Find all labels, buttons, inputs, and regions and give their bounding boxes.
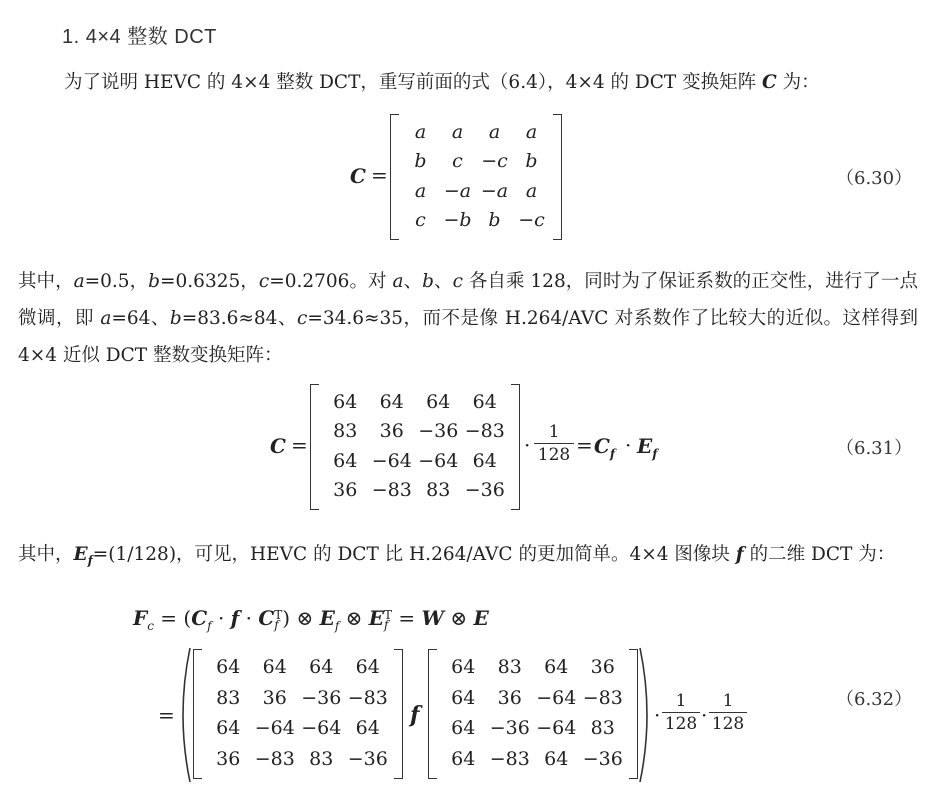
matrix-cell: −64: [254, 717, 295, 740]
eq631-frac-num: 1: [534, 422, 574, 444]
matrix-cell: 64: [355, 656, 380, 679]
left-bracket: [193, 649, 202, 779]
p2-text-g: 各自乘 128，同时为了保证系数的正交性，进行了一点微调，即: [18, 271, 918, 329]
p3-text-1: 其中，: [18, 544, 74, 565]
eq631-cf: [594, 434, 615, 461]
matrix-cell: c: [452, 150, 463, 173]
p2-text-b: =0.5，: [84, 271, 149, 292]
eq631-frac-den: 128: [537, 445, 571, 465]
matrix-cell: 36: [216, 747, 241, 770]
matrix-cell: 36: [590, 656, 615, 679]
matrix-cell: −83: [371, 479, 412, 502]
matrix-cell: 64: [472, 449, 497, 472]
matrix-cell: −83: [464, 420, 505, 443]
matrix-cell: 64: [472, 390, 497, 413]
l1-open: = (: [153, 606, 192, 630]
equation-6-31: [0, 382, 926, 512]
eq632-equals: =: [158, 703, 175, 727]
left-bracket: [390, 114, 399, 240]
l1-e3: E: [473, 606, 489, 630]
l1-e2-sup: T: [384, 607, 393, 622]
matrix-cell: 36: [379, 420, 404, 443]
var-a3: a: [100, 308, 112, 329]
eq630-matrix: [390, 114, 562, 240]
eq632-frac1-den: 128: [664, 714, 698, 734]
eq630-label: （6.30）: [836, 168, 913, 189]
matrix-cell: 83: [309, 747, 334, 770]
l1-e1: E: [319, 606, 335, 630]
matrix-cell: c: [415, 209, 426, 232]
ef-sub: f: [652, 447, 658, 461]
eq632-label: （6.32）: [836, 689, 913, 710]
matrix-cell: 64: [544, 747, 569, 770]
eq631-label: （6.31）: [836, 438, 913, 459]
p2-text-j: =34.6≈35，而不是像 H.264/AVC 对系数作了比较大的近似。这样得到 4×4 近似 DCT 整数变换矩阵：: [18, 308, 919, 366]
var-b: b: [148, 271, 161, 292]
l1-w: W: [421, 606, 444, 630]
matrix-cell: 64: [451, 686, 476, 709]
matrix-cell: −64: [301, 717, 342, 740]
left-bracket: [428, 649, 437, 779]
eq631-ef: [637, 434, 657, 461]
l1-equals: =: [392, 606, 422, 630]
eq632-fraction1: [662, 691, 700, 735]
section-heading: 1. 4×4 整数 DCT: [62, 26, 217, 48]
dct-paragraph: [18, 536, 918, 580]
l1-c2-sup: T: [274, 607, 283, 622]
matrix-cell: a: [488, 120, 501, 143]
p3-ef-sub: f: [87, 553, 93, 568]
l1-c2: C: [258, 606, 275, 630]
l1-e1-sub: f: [334, 619, 340, 633]
eq631-mid-dot: ·: [625, 433, 632, 457]
right-bracket: [629, 649, 638, 779]
matrix-cell: −83: [582, 686, 623, 709]
matrix-cell: b: [414, 150, 427, 173]
matrix-cell: −83: [254, 747, 295, 770]
eq632-frac1-num: 1: [662, 691, 700, 713]
matrix-cell: −c: [481, 150, 508, 173]
ef-letter: E: [637, 434, 653, 458]
matrix-cell: −b: [443, 209, 472, 232]
eq632-fraction2: [709, 691, 747, 735]
matrix-cell: 64: [544, 656, 569, 679]
p2-text-i: =83.6≈84、: [181, 308, 297, 329]
matrix-symbol-c: C: [762, 72, 777, 93]
l1-c1: C: [191, 606, 208, 630]
p2-text-d: =0.2706。对: [269, 271, 393, 292]
fc-letter: F: [133, 606, 148, 630]
matrix-cell: 83: [216, 686, 241, 709]
l1-close: ) ⊗: [282, 606, 320, 630]
matrix-cell: a: [525, 120, 538, 143]
eq632-matrix1: [193, 649, 403, 779]
big-right-paren: [640, 648, 647, 782]
matrix-cell: 64: [451, 747, 476, 770]
p2-text-a: 其中，: [18, 271, 74, 292]
matrix-cell: 83: [333, 420, 358, 443]
matrix-cell: 83: [426, 479, 451, 502]
intro-paragraph: [18, 64, 918, 101]
matrix-cell: 36: [262, 686, 287, 709]
matrix-cell: 64: [451, 717, 476, 740]
matrix-cell: 64: [262, 656, 287, 679]
matrix-cell: 64: [216, 717, 241, 740]
matrix-cell: a: [525, 179, 538, 202]
fc-sub: c: [147, 619, 154, 633]
matrix-cell: b: [525, 150, 538, 173]
matrix-cell: b: [488, 209, 501, 232]
matrix-cell: −83: [347, 686, 388, 709]
var-c3: c: [296, 308, 308, 329]
matrix-cell: −64: [418, 449, 459, 472]
p2-text-e: 、: [403, 271, 423, 292]
equation-6-32-line2: [0, 645, 926, 785]
matrix-cell: 36: [333, 479, 358, 502]
matrix-cell: 36: [497, 686, 522, 709]
matrix-cell: −36: [418, 420, 459, 443]
matrix-cell: −64: [371, 449, 412, 472]
eq631-rhs-equals: =: [576, 433, 593, 457]
eq630-equals: =: [371, 163, 388, 187]
right-bracket: [511, 384, 520, 510]
intro-text-1: 为了说明 HEVC 的 4×4 整数 DCT，重写前面的式（6.4），4×4 的 DCT 变换矩阵: [64, 72, 762, 93]
p2-text-f: 、: [433, 271, 453, 292]
big-left-paren: [183, 648, 190, 782]
l1-dot1: ·: [211, 606, 231, 630]
l1-otimes2: ⊗: [443, 606, 474, 630]
left-bracket: [310, 384, 319, 510]
matrix-cell: 64: [216, 656, 241, 679]
eq632-frac2-num: 1: [709, 691, 747, 713]
intro-text-2: 为：: [776, 72, 820, 93]
eq632-frac2-den: 128: [711, 714, 745, 734]
matrix-cell: −83: [489, 747, 530, 770]
matrix-cell: −a: [443, 179, 472, 202]
matrix-cell: 83: [497, 656, 522, 679]
p2-text-h: =64、: [111, 308, 170, 329]
var-b2: b: [422, 271, 434, 292]
matrix-cell: a: [414, 179, 427, 202]
eq632-f: f: [410, 702, 420, 728]
matrix-cell: −64: [536, 717, 577, 740]
equation-6-32-line1: [133, 606, 489, 633]
p3-text-3: 的二维 DCT 为：: [743, 544, 896, 565]
matrix-cell: −36: [582, 747, 623, 770]
p3-text-2: =(1/128)，可见，HEVC 的 DCT 比 H.264/AVC 的更加简单。4×4 图像块: [92, 544, 736, 565]
var-a: a: [73, 271, 85, 292]
matrix-cell: 64: [333, 449, 358, 472]
eq631-lhs: C: [270, 434, 286, 458]
eq631-fraction: [534, 422, 574, 466]
l1-c1-sub: f: [207, 619, 212, 633]
eq631-equals: =: [291, 433, 308, 457]
cf-letter: C: [594, 434, 610, 458]
equation-6-30: [0, 112, 926, 242]
matrix-cell: −a: [480, 179, 509, 202]
eq631-matrix: [310, 384, 520, 510]
matrix-cell: −36: [347, 747, 388, 770]
eq631-dot: ·: [524, 433, 531, 457]
matrix-cell: 64: [451, 656, 476, 679]
eq632-dot2: ·: [701, 703, 708, 727]
p2-text-c: =0.6325，: [160, 271, 259, 292]
matrix-cell: a: [414, 120, 427, 143]
var-c: c: [258, 271, 270, 292]
l1-f: f: [230, 606, 240, 630]
right-bracket: [394, 649, 403, 779]
l1-e2-scripts: [384, 607, 393, 632]
p3-ef-letter: E: [73, 544, 88, 565]
eq632-matrix2: [428, 649, 638, 779]
cf-sub: f: [609, 447, 616, 461]
matrix-cell: 64: [309, 656, 334, 679]
p3-ef: [73, 544, 93, 568]
matrix-cell: −36: [301, 686, 342, 709]
var-a2: a: [392, 271, 404, 292]
eq632-dot1: ·: [654, 703, 661, 727]
matrix-cell: 83: [590, 717, 615, 740]
eq630-lhs: C: [350, 164, 366, 188]
matrix-cell: a: [451, 120, 464, 143]
matrix-cell: −64: [536, 686, 577, 709]
matrix-cell: −c: [518, 209, 545, 232]
l1-dot2: ·: [239, 606, 259, 630]
p3-f: f: [735, 544, 744, 565]
var-b3: b: [169, 308, 182, 329]
l1-c2-sub: f: [274, 617, 279, 632]
l1-e2: E: [368, 606, 385, 630]
l1-e2-sub: f: [384, 617, 389, 632]
matrix-cell: 64: [379, 390, 404, 413]
matrix-cell: 64: [333, 390, 358, 413]
var-c2: c: [452, 271, 463, 292]
matrix-cell: −36: [489, 717, 530, 740]
right-bracket: [553, 114, 562, 240]
matrix-cell: 64: [355, 717, 380, 740]
matrix-cell: −36: [464, 479, 505, 502]
explanation-paragraph: [18, 263, 918, 374]
matrix-cell: 64: [426, 390, 451, 413]
l1-otimes1: ⊗: [339, 606, 369, 630]
